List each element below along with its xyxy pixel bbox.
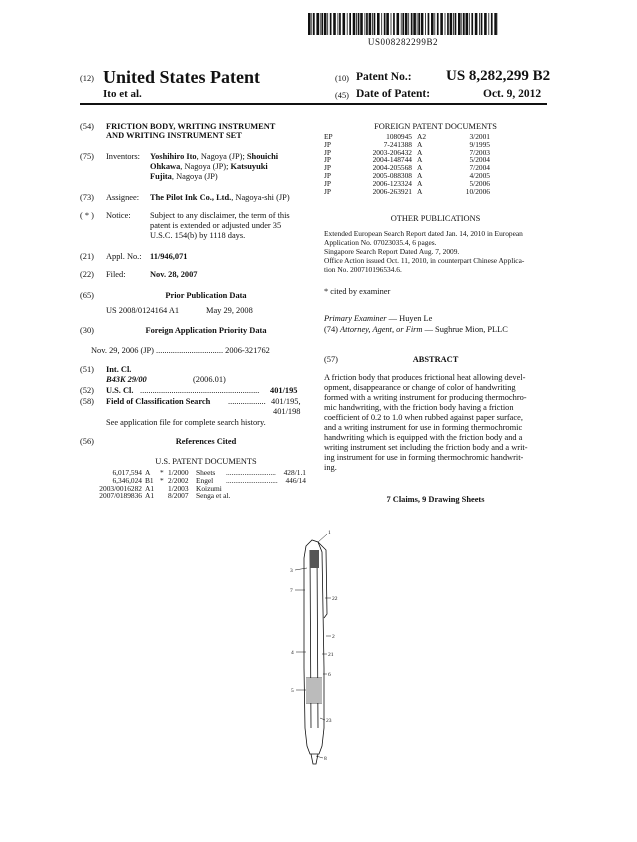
notice-code: ( * ) <box>80 211 94 220</box>
barcode-bar <box>481 13 483 35</box>
barcode-bar <box>397 13 400 35</box>
barcode-bar <box>327 13 328 35</box>
us-doc-date: 1/2003 <box>168 484 189 493</box>
us-doc-star: * <box>160 476 164 485</box>
figure-label-23: 23 <box>326 718 332 724</box>
notice-label: Notice: <box>106 211 131 220</box>
foreign-doc-n: 2004-148744 <box>372 155 412 165</box>
abstract-heading: ABSTRACT <box>412 355 459 364</box>
header-rule <box>80 103 547 105</box>
code-52: (52) <box>80 386 94 395</box>
foreign-doc-k: A <box>417 155 423 165</box>
barcode-bar <box>421 13 424 35</box>
us-doc-name: Sheets <box>196 469 216 477</box>
code-58: (58) <box>80 397 94 406</box>
code-21: (21) <box>80 252 94 261</box>
field-of-search-note: See application file for complete search history. <box>106 418 266 427</box>
attorney <box>324 325 508 335</box>
foreign-doc-k: A <box>417 139 423 149</box>
foreign-doc-d: 4/2005 <box>469 171 490 180</box>
foreign-doc-n: 7-241388 <box>383 139 412 149</box>
us-doc-kind: A <box>145 469 151 477</box>
us-doc-num: 6,346,024 <box>112 476 142 485</box>
foreign-doc-d: 9/1995 <box>469 139 490 149</box>
other-publication-line: Application No. 07023035.4, 6 pages. <box>324 238 437 247</box>
barcode-bar <box>365 13 366 35</box>
barcode-bar <box>381 13 382 35</box>
inventors-line-3 <box>150 172 218 182</box>
barcode-bar <box>479 13 480 35</box>
barcode-bar <box>494 13 497 35</box>
primary-examiner-name: — Huyen Le <box>386 314 433 323</box>
assignee-name: The Pilot Ink Co., Ltd. <box>150 193 232 202</box>
us-doc-date: 1/2000 <box>168 469 189 477</box>
cited-by-examiner: * cited by examiner <box>324 287 391 296</box>
foreign-doc-d: 3/2001 <box>469 132 490 141</box>
barcode-bar <box>455 13 457 35</box>
abstract-line: A friction body that produces frictional heat allowing devel- <box>324 373 526 382</box>
field-of-search-value-2: 401/198 <box>273 407 301 416</box>
figure-label-6: 6 <box>328 672 331 678</box>
barcode-bar <box>358 13 360 35</box>
barcode-bar <box>356 13 357 35</box>
code-75: (75) <box>80 152 94 161</box>
friction-body <box>310 550 319 568</box>
foreign-doc-k: A2 <box>417 132 427 141</box>
barcode-bar <box>316 13 319 35</box>
inventors-line-1 <box>150 152 278 162</box>
date-of-patent-label: Date of Patent: <box>356 88 431 100</box>
notice-line-1: Subject to any disclaimer, the term of this <box>150 211 290 220</box>
code-22: (22) <box>80 270 94 279</box>
inventor-name: Fujita <box>150 172 172 181</box>
figure-label-8: 8 <box>324 756 327 762</box>
barcode-bar <box>401 13 402 35</box>
abstract-line: writing instrument set including the friction body and a writ- <box>324 443 528 452</box>
barcode-bar <box>360 13 363 35</box>
abstract-line: formed with a writing instrument for producing thermochro- <box>324 393 527 402</box>
notice-line-2: patent is extended or adjusted under 35 <box>150 221 282 230</box>
patent-number: US 8,282,299 B2 <box>446 68 551 84</box>
other-publication-line: Singapore Search Report Dated Aug. 7, 2009. <box>324 247 460 256</box>
inventor-name: Katsuyuki <box>230 162 268 171</box>
barcode-number: US008282299B2 <box>367 37 439 47</box>
date-of-patent: Oct. 9, 2012 <box>483 88 542 100</box>
us-doc-name: Engel <box>196 476 214 485</box>
assignee-location: , Nagoya-shi (JP) <box>231 193 290 202</box>
barcode-bar <box>338 13 339 35</box>
abstract-line: ing. <box>324 463 337 472</box>
foreign-doc-d: 5/2006 <box>469 178 490 188</box>
prior-publication-date: May 29, 2008 <box>206 306 253 315</box>
barcode-bar <box>431 13 434 35</box>
barcode-bar <box>366 13 368 35</box>
barrel-outline <box>304 540 324 754</box>
barcode-bar <box>402 13 404 35</box>
code-74: (74) <box>324 325 338 334</box>
abstract-line: opment, disappearance or change of color of handwriting <box>324 383 516 392</box>
barcode-bar <box>475 13 478 35</box>
barcode-bar <box>349 13 351 35</box>
foreign-priority-entry: Nov. 29, 2006 (JP) ................................ 2006-321762 <box>91 346 270 355</box>
claims-summary: 7 Claims, 9 Drawing Sheets <box>386 495 485 504</box>
document-type: United States Patent <box>103 67 260 87</box>
barcode-bar <box>458 13 461 35</box>
inventor-name: Shouichi <box>246 152 279 161</box>
title-line-2: AND WRITING INSTRUMENT SET <box>106 131 242 140</box>
other-publications-heading: OTHER PUBLICATIONS <box>390 214 481 223</box>
foreign-doc-d: 7/2003 <box>469 147 490 157</box>
barcode-bar <box>408 13 409 35</box>
figure-label-22: 22 <box>332 596 338 602</box>
barcode-bar <box>386 13 389 35</box>
barcode-bar <box>353 13 356 35</box>
us-patent-documents-heading: U.S. PATENT DOCUMENTS <box>155 457 257 466</box>
barcode-bar <box>320 13 321 35</box>
foreign-doc-c: JP <box>324 147 331 157</box>
code-30: (30) <box>80 326 94 335</box>
foreign-doc-c: JP <box>324 171 331 180</box>
barcode-bar <box>471 13 473 35</box>
foreign-doc-d: 5/2004 <box>469 155 490 165</box>
barcode-bar <box>417 13 418 35</box>
assignee-label: Assignee: <box>106 193 140 202</box>
foreign-doc-d: 10/2006 <box>465 186 490 196</box>
foreign-doc-c: JP <box>324 139 331 149</box>
barcode-bar <box>466 13 469 35</box>
abstract-line: coefficient of 0.2 to 1.0 when rubbed against paper surface, <box>324 413 523 422</box>
foreign-doc-c: JP <box>324 163 331 173</box>
barcode-bar <box>411 13 413 35</box>
barcode-bar <box>384 13 386 35</box>
code-73: (73) <box>80 193 94 202</box>
foreign-doc-n: 2006-263921 <box>372 186 412 196</box>
other-publication-line: tion No. 200710196534.6. <box>324 265 402 274</box>
references-cited-heading: References Cited <box>175 437 237 446</box>
barcode-bar <box>469 13 470 35</box>
barcode-bar <box>491 13 493 35</box>
barcode-bar <box>343 13 346 35</box>
foreign-doc-n: 2004-205568 <box>372 163 412 173</box>
grip-hatching <box>306 678 322 703</box>
figure-label-3: 3 <box>290 568 293 574</box>
barcode-bar <box>333 13 336 35</box>
barcode-bar <box>440 13 443 35</box>
attorney-label: Attorney, Agent, or Firm <box>340 325 423 334</box>
inventors-short: Ito et al. <box>103 88 142 100</box>
other-publication-line: Office Action issued Oct. 11, 2010, in counterpart Chinese Applica- <box>324 256 525 265</box>
barcode-bar <box>488 13 489 35</box>
foreign-doc-n: 2003-206432 <box>372 147 412 157</box>
code-57: (57) <box>324 355 338 364</box>
barcode-bar <box>447 13 449 35</box>
barcode-bar <box>330 13 332 35</box>
abstract-line: handwriting which is equipped with the friction body and a <box>324 433 523 442</box>
prior-publication-number: US 2008/0124164 A1 <box>106 306 180 315</box>
barcode-bar <box>347 13 348 35</box>
barcode-bar <box>339 13 341 35</box>
us-doc-num: 2003/0016282 <box>99 484 142 493</box>
barcode-bar <box>405 13 408 35</box>
writing-instrument-drawing <box>280 528 360 768</box>
barcode-bar <box>413 13 416 35</box>
field-of-search-label: Field of Classification Search <box>106 397 211 406</box>
figure-label-7: 7 <box>290 588 293 594</box>
filed-value: Nov. 28, 2007 <box>150 270 198 279</box>
us-doc-kind: A1 <box>145 484 155 493</box>
us-doc-name: Koizumi <box>196 484 222 493</box>
foreign-doc-k: A <box>417 147 423 157</box>
code-10: (10) <box>335 74 349 83</box>
barcode-bar <box>453 13 454 35</box>
barcode-bar <box>461 13 462 35</box>
code-45: (45) <box>335 91 349 100</box>
barcode-bar <box>428 13 430 35</box>
foreign-doc-k: A <box>417 186 423 196</box>
us-doc-kind: B1 <box>145 476 154 485</box>
code-51: (51) <box>80 365 94 374</box>
barcode-bar <box>374 13 376 35</box>
foreign-doc-n: 2006-123324 <box>372 178 412 188</box>
foreign-patent-documents-heading: FOREIGN PATENT DOCUMENTS <box>374 122 497 131</box>
prior-publication-heading: Prior Publication Data <box>165 291 247 300</box>
foreign-priority-heading: Foreign Application Priority Data <box>145 326 267 335</box>
figure-label-5: 5 <box>291 688 294 694</box>
appl-no-value: 11/946,071 <box>150 252 188 261</box>
foreign-doc-c: JP <box>324 178 331 188</box>
barcode-bar <box>434 13 435 35</box>
inventors-line-2 <box>150 162 268 172</box>
barcode-bar <box>321 13 323 35</box>
foreign-doc-k: A <box>417 178 423 188</box>
figure-label-4: 4 <box>291 650 294 656</box>
barcode-bar <box>324 13 327 35</box>
tip-outline <box>311 754 318 764</box>
inventor-location: , Nagoya (JP) <box>171 172 218 181</box>
foreign-doc-c: EP <box>324 132 333 141</box>
barcode-bar <box>437 13 439 35</box>
abstract-line: and a writing instrument for use in forming thermochromic <box>324 423 523 432</box>
inventor-location: , Nagoya (JP); <box>180 162 229 171</box>
code-65: (65) <box>80 291 94 300</box>
int-cl-year: (2006.01) <box>193 375 226 384</box>
us-doc-date: 2/2002 <box>168 476 189 485</box>
foreign-doc-d: 7/2004 <box>469 163 490 173</box>
code-54: (54) <box>80 122 94 131</box>
us-cl-value: 401/195 <box>270 386 298 395</box>
other-publication-line: Extended European Search Report dated Jan. 14, 2010 in European <box>324 229 523 238</box>
us-doc-num: 2007/0189836 <box>99 492 142 501</box>
barcode-bar <box>463 13 465 35</box>
foreign-doc-k: A <box>417 171 423 180</box>
barcode-bar <box>372 13 373 35</box>
us-doc-dots: ........................... <box>226 469 276 477</box>
inventor-name: Ohkawa <box>150 162 181 171</box>
barcode-bar <box>425 13 426 35</box>
field-of-search-value-1: 401/195, <box>271 397 301 406</box>
field-of-search-leader: .................. <box>228 397 266 406</box>
us-doc-date: 8/2007 <box>168 492 189 501</box>
us-doc-kind: A1 <box>145 492 155 501</box>
primary-examiner <box>324 314 432 324</box>
barcode-bar <box>445 13 446 35</box>
barcode-bar <box>450 13 453 35</box>
barcode-bar <box>311 13 312 35</box>
foreign-doc-n: 2005-088308 <box>372 171 412 180</box>
barcode-bar <box>418 13 420 35</box>
abstract-line: mic handwriting, with the friction body having a friction <box>324 403 514 412</box>
us-doc-cls: 428/1.1 <box>283 469 306 477</box>
code-12: (12) <box>80 74 94 83</box>
patent-number-label: Patent No.: <box>356 71 412 83</box>
foreign-doc-n: 1080945 <box>386 132 412 141</box>
us-doc-num: 6,017,594 <box>112 469 142 477</box>
inventor-name: Yoshihiro Ito <box>150 152 197 161</box>
title-line-1: FRICTION BODY, WRITING INSTRUMENT <box>106 122 276 131</box>
barcode-bar <box>377 13 380 35</box>
us-doc-cls: 446/14 <box>285 476 306 485</box>
barcode-bar <box>308 13 311 35</box>
inventor-location: , Nagoya (JP); <box>196 152 245 161</box>
filed-label: Filed: <box>106 270 126 279</box>
attorney-name: — Sughrue Mion, PLLC <box>422 325 508 334</box>
barcode <box>308 13 498 35</box>
us-doc-star: * <box>160 469 164 477</box>
foreign-doc-k: A <box>417 163 423 173</box>
figure-label-1: 1 <box>328 530 331 536</box>
inventors-label: Inventors: <box>106 152 140 161</box>
primary-examiner-label: Primary Examiner <box>324 314 387 323</box>
barcode-bar <box>313 13 315 35</box>
barcode-bar <box>391 13 392 35</box>
figure-label-2: 2 <box>332 634 335 640</box>
foreign-doc-c: JP <box>324 155 331 165</box>
barcode-bar <box>393 13 395 35</box>
figure-label-21: 21 <box>328 652 334 658</box>
int-cl-code: B43K 29/00 <box>106 375 147 384</box>
us-doc-dots: ............................ <box>226 476 278 485</box>
assignee <box>150 193 290 203</box>
us-doc-name: Senga et al. <box>196 492 231 501</box>
foreign-doc-c: JP <box>324 186 331 196</box>
int-cl-label: Int. Cl. <box>106 365 132 374</box>
us-cl-label: U.S. Cl. <box>106 386 134 395</box>
notice-line-3: U.S.C. 154(b) by 1118 days. <box>150 231 246 240</box>
appl-no-label: Appl. No.: <box>106 252 142 261</box>
barcode-bar <box>484 13 487 35</box>
us-cl-leader: ......................................................... <box>140 386 260 395</box>
barcode-bar <box>369 13 372 35</box>
code-56: (56) <box>80 437 94 446</box>
abstract-line: ing instrument for use in forming thermochromic handwrit- <box>324 453 524 462</box>
